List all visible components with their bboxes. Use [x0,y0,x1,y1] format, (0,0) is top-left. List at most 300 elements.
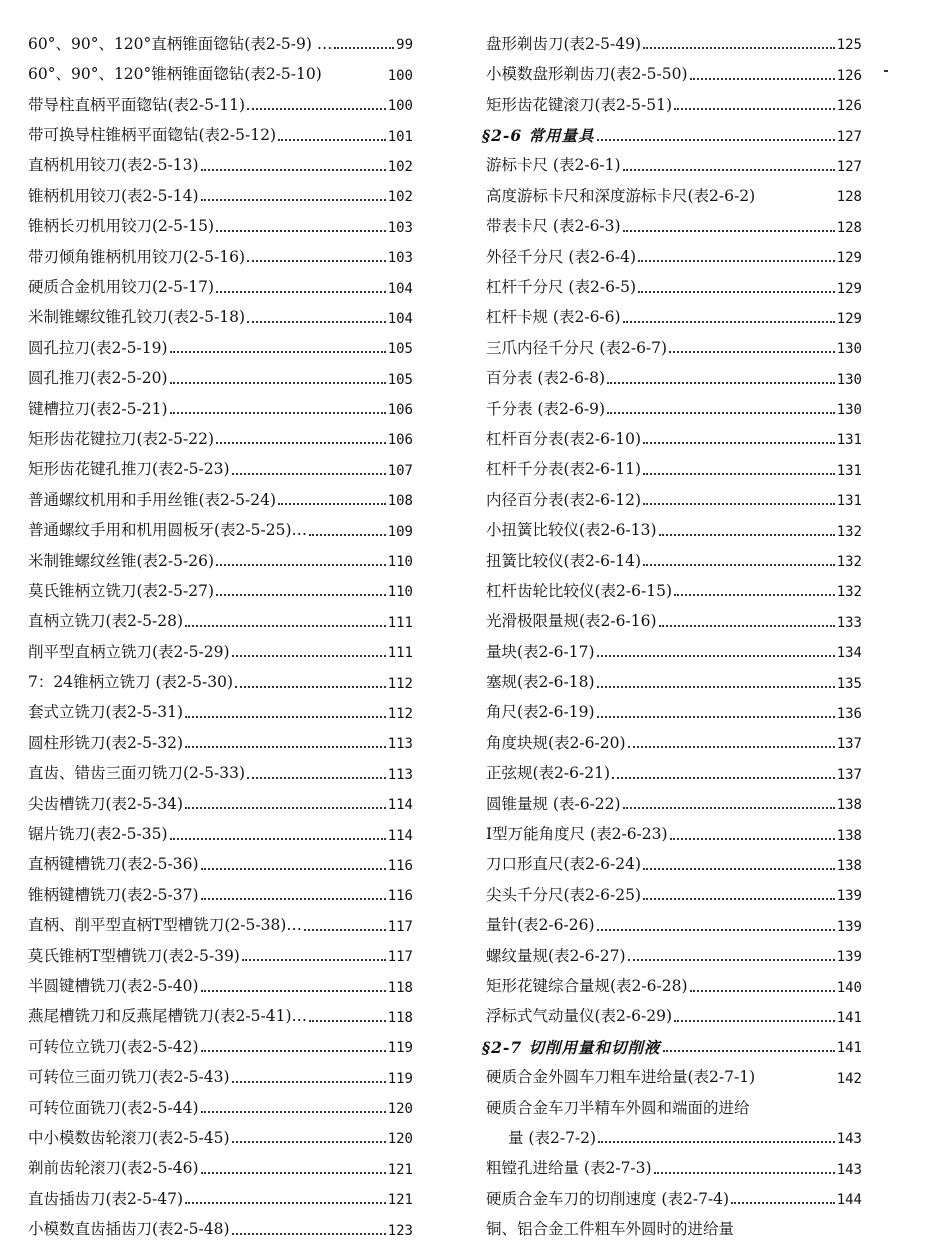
toc-entry-title: 小模数盘形剃齿刀(表2-5-50) [486,65,688,83]
toc-entry-title: 螺纹量规(表2-6-27) [486,946,626,965]
toc-entry-title: 键槽拉刀(表2-5-21) [28,399,168,418]
toc-dot-leader [731,1201,835,1204]
toc-dot-leader [623,229,835,232]
toc-entry [482,539,862,569]
toc-entry-title: 硬质合金机用铰刀(2-5-17) [28,278,215,296]
toc-entry-title: 内径百分表(表2-6-12) [486,490,642,509]
toc-dot-leader [201,897,386,900]
toc-page-number: 131 [836,493,862,509]
toc-dot-leader [185,715,386,718]
toc-entry-title: 矩形花键综合量规(表2-6-28) [486,977,688,995]
toc-entry [28,83,413,113]
toc-section-heading [482,113,862,143]
toc-entry-title: 直齿、错齿三面刃铣刀(2-5-33) [28,764,246,782]
toc-page-number: 120 [387,1131,413,1147]
toc-dot-leader [278,138,386,141]
toc-entry [28,52,413,82]
toc-page-number: 106 [387,432,413,448]
toc-entry-title: 米制锥螺纹锥孔铰刀(表2-5-18) [28,308,246,326]
toc-page-number: 130 [836,371,862,387]
toc-dot-leader [201,168,386,171]
toc-dot-leader [674,107,835,110]
toc-entry-title: 可转位面铣刀(表2-5-44) [28,1098,199,1117]
toc-entry [482,22,862,52]
toc-entry-title: 角度块规(表2-6-20) [486,733,626,752]
toc-dot-leader [216,229,386,232]
toc-dot-leader [170,350,386,353]
toc-dot-leader [201,198,386,201]
toc-dot-leader [659,624,835,627]
toc-page-number: 101 [387,128,413,144]
toc-entry [28,873,413,903]
toc-page-number: 131 [836,432,862,448]
toc-dot-leader [690,989,835,992]
toc-entry-title: 莫氏锥柄T型槽铣刀(表2-5-39) [28,946,240,965]
toc-entry [482,843,862,873]
toc-entry-title: 角尺(表2-6-19) [486,703,595,721]
toc-entry-title: 矩形齿花键滚刀(表2-5-51) [486,95,673,114]
toc-dot-leader [201,1110,386,1113]
toc-entry [28,630,413,660]
toc-entry-title: 正弦规(表2-6-21) [486,764,611,782]
toc-page-number: 103 [387,219,413,235]
toc-page-number: 131 [836,462,862,478]
toc-dot-leader [247,259,386,262]
toc-dot-leader [674,1019,835,1022]
toc-dot-leader [663,1049,835,1052]
toc-entry-title: 锥柄键槽铣刀(表2-5-37) [28,885,199,904]
toc-entry-title: 量块(表2-6-17) [486,642,595,661]
toc-page-number: 139 [836,949,862,965]
toc-page-number: 137 [836,766,862,782]
toc-entry-title: 小扭簧比较仪(表2-6-13) [486,521,657,539]
toc-page-number: 143 [836,1161,862,1177]
toc-entry-title: 普通螺纹机用和手用丝锥(表2-5-24) [28,490,277,509]
toc-page-number: 117 [387,918,413,934]
toc-page-number: 102 [387,158,413,174]
toc-entry-title: 杠杆卡规 (表2-6-6) [486,308,621,326]
toc-entry-title: 中小模数齿轮滚刀(表2-5-45) [28,1128,230,1147]
toc-page-number: 118 [387,979,413,995]
toc-entry [482,387,862,417]
toc-section-heading [482,1025,862,1055]
toc-entry-title: 可转位立铣刀(表2-5-42) [28,1037,199,1056]
toc-entry-title: 尖头千分尺(表2-6-25) [486,885,642,904]
toc-entry [482,144,862,174]
toc-dot-leader [309,533,386,536]
toc-entry [482,751,862,781]
toc-page-number: 114 [387,827,413,843]
toc-entry [482,204,862,234]
toc-dot-leader [597,138,835,141]
toc-entry [482,1207,862,1237]
toc-page-number: 119 [387,1040,413,1056]
toc-dot-leader [201,1171,386,1174]
toc-page-number: 126 [836,98,862,114]
toc-entry [28,22,413,52]
toc-dot-leader [638,259,835,262]
toc-page-number: 118 [387,1009,413,1025]
toc-entry [28,691,413,721]
toc-entry [28,812,413,842]
toc-entry [28,417,413,447]
toc-page-number: 120 [387,1101,413,1117]
toc-page-number: 138 [836,797,862,813]
toc-entry [482,1086,862,1116]
toc-page-number: 111 [387,645,413,661]
toc-page-number: 130 [836,402,862,418]
toc-entry [482,1177,862,1207]
toc-entry [28,204,413,234]
toc-entry [482,964,862,994]
toc-dot-leader [669,350,835,353]
toc-dot-leader [201,989,386,992]
toc-entry [482,174,862,204]
toc-dot-leader [643,441,835,444]
toc-dot-leader [628,958,835,961]
toc-page-number: 112 [387,675,413,691]
toc-page-number: 134 [836,645,862,661]
toc-page-number: 137 [836,736,862,752]
toc-dot-leader [623,168,835,171]
toc-entry-title: 直齿插齿刀(表2-5-47) [28,1189,184,1208]
toc-entry [28,113,413,143]
toc-entry-title: 带导柱直柄平面锪钻(表2-5-11) [28,95,246,114]
toc-entry [482,83,862,113]
toc-entry-title: 三爪内径千分尺 (表2-6-7) [486,338,668,357]
toc-entry [482,235,862,265]
toc-dot-leader [242,958,386,961]
toc-entry [28,265,413,295]
toc-entry [482,447,862,477]
toc-page-number: 112 [387,705,413,721]
toc-page-number: 104 [387,280,413,296]
toc-dot-leader [232,1140,386,1143]
toc-dot-leader [304,928,386,931]
toc-page-number: 107 [387,462,413,478]
toc-entry [28,356,413,386]
toc-dot-leader [247,776,386,779]
toc-page-number: 128 [836,219,862,235]
toc-entry-title: 硬质合金外圆车刀粗车进给量(表2-7-1) [486,1068,756,1086]
toc-entry [28,1086,413,1116]
toc-page-number: 111 [387,614,413,630]
toc-page-number: 113 [387,766,413,782]
toc-dot-leader [216,563,386,566]
toc-page-number: 138 [836,827,862,843]
toc-page-number: 100 [387,67,413,83]
toc-dot-leader [185,806,386,809]
toc-entry-title: 刀口形直尺(表2-6-24) [486,855,642,873]
toc-entry-title: §2-6 常用量具 [482,126,595,144]
toc-entry-title: 矩形齿花键孔推刀(表2-5-23) [28,460,230,478]
toc-right-column [482,22,862,1238]
toc-entry [28,903,413,933]
toc-entry-title: 直柄立铣刀(表2-5-28) [28,612,184,630]
toc-page-number: 123 [387,1222,413,1238]
toc-entry-title: 盘形剃齿刀(表2-5-49) [486,34,642,53]
toc-dot-leader [643,472,835,475]
toc-dot-leader [643,502,835,505]
toc-entry [28,1177,413,1207]
toc-page-number: 109 [387,523,413,539]
toc-page-number: 127 [836,128,862,144]
toc-page-number: 139 [836,888,862,904]
toc-entry-title: 粗镗孔进给量 (表2-7-3) [486,1159,652,1177]
toc-entry-title: 千分表 (表2-6-9) [486,399,606,418]
toc-dot-leader [612,776,835,779]
toc-entry [482,934,862,964]
toc-dot-leader [623,320,835,323]
toc-entry-title: 圆柱形铣刀(表2-5-32) [28,733,184,752]
toc-entry [28,569,413,599]
toc-page-number: 132 [836,554,862,570]
toc-dot-leader [278,502,386,505]
toc-page-number: 113 [387,736,413,752]
toc-page-number: 136 [836,705,862,721]
toc-dot-leader [659,533,835,536]
toc-page-number: 117 [387,949,413,965]
toc-entry-title: I型万能角度尺 (表2-6-23) [486,825,668,843]
toc-entry-title: 百分表 (表2-6-8) [486,369,606,387]
toc-entry-title: 铜、铝合金工件粗车外圆时的进给量 [486,1220,735,1238]
toc-left-column [28,22,413,1238]
toc-entry-title: 量针(表2-6-26) [486,916,595,934]
toc-dot-leader [643,563,835,566]
toc-entry-title: 剃前齿轮滚刀(表2-5-46) [28,1159,199,1177]
toc-page-number: 135 [836,675,862,691]
toc-dot-leader [232,472,386,475]
toc-entry-title: 外径千分尺 (表2-6-4) [486,247,637,266]
toc-entry [28,995,413,1025]
toc-entry-title: 锥柄机用铰刀(表2-5-14) [28,186,199,205]
toc-page-number: 143 [836,1131,862,1147]
toc-entry [28,447,413,477]
toc-dot-leader [170,411,386,414]
toc-entry [28,144,413,174]
toc-entry [482,478,862,508]
toc-dot-leader [170,837,386,840]
toc-page-number: 119 [387,1070,413,1086]
toc-entry-title: 套式立铣刀(表2-5-31) [28,703,184,721]
toc-entry [482,508,862,538]
toc-entry [28,660,413,690]
toc-entry [28,1207,413,1237]
toc-page-number: 140 [836,979,862,995]
toc-entry-title: 米制锥螺纹丝锥(表2-5-26) [28,551,215,570]
toc-entry-title: 杠杆千分尺 (表2-6-5) [486,278,637,296]
toc-entry-title: 60°、90°、120°锥柄锥面锪钻(表2-5-10) [28,65,322,83]
toc-entry [482,691,862,721]
toc-dot-leader [232,1080,386,1083]
toc-entry [28,782,413,812]
toc-entry [28,387,413,417]
toc-page-number: 110 [387,584,413,600]
toc-entry [482,417,862,447]
toc-page-number: 121 [387,1161,413,1177]
toc-dot-leader [597,654,835,657]
toc-page-number: 125 [836,37,862,53]
toc-dot-leader [185,1201,386,1204]
toc-dot-leader [309,1019,386,1022]
toc-page-number: 105 [387,341,413,357]
toc-entry [482,995,862,1025]
toc-dot-leader [597,685,835,688]
toc-entry [482,1146,862,1176]
toc-entry [28,539,413,569]
toc-page-number: 138 [836,857,862,873]
toc-entry [28,843,413,873]
toc-entry [482,265,862,295]
toc-entry-title: 高度游标卡尺和深度游标卡尺(表2-6-2) [486,186,756,205]
toc-entry-title: 杠杆千分表(表2-6-11) [486,460,642,478]
toc-entry [28,1055,413,1085]
toc-entry [482,52,862,82]
toc-entry [482,873,862,903]
toc-entry-title: 削平型直柄立铣刀(表2-5-29) [28,642,230,661]
toc-entry [482,782,862,812]
toc-entry-title: 可转位三面刃铣刀(表2-5-43) [28,1068,230,1086]
toc-page-number: 102 [387,189,413,205]
toc-page-number: 144 [836,1192,862,1208]
toc-entry [482,812,862,842]
toc-entry [28,1116,413,1146]
toc-entry [28,174,413,204]
toc-entry [28,751,413,781]
toc-page-number: 106 [387,402,413,418]
toc-entry [482,721,862,751]
toc-entry-title: 7：24锥柄立铣刀 (表2-5-30) [28,673,234,691]
toc-entry [28,508,413,538]
toc-page-number: 114 [387,797,413,813]
toc-dot-leader [623,806,835,809]
toc-page-number: 110 [387,554,413,570]
toc-entry-title: 带刃倾角锥柄机用铰刀(2-5-16) [28,247,246,266]
toc-page-number: 129 [836,310,862,326]
toc-entry-title: 塞规(表2-6-18) [486,673,595,691]
toc-page-number: 132 [836,523,862,539]
toc-entry [28,296,413,326]
toc-dot-leader [643,46,835,49]
toc-dot-leader [232,654,386,657]
toc-dot-leader [185,624,386,627]
toc-entry [482,1055,862,1085]
toc-page-number: 127 [836,158,862,174]
toc-dot-leader [232,1232,386,1235]
toc-entry [482,903,862,933]
toc-entry-title: 带表卡尺 (表2-6-3) [486,217,621,235]
toc-page-number: 139 [836,918,862,934]
toc-dot-leader [201,1049,386,1052]
toc-entry [28,478,413,508]
toc-page-number: 105 [387,371,413,387]
toc-entry-title: 硬质合金车刀的切削速度 (表2-7-4) [486,1189,730,1208]
toc-entry-title: 普通螺纹手用和机用圆板牙(表2-5-25)… [28,521,308,539]
toc-dot-leader [334,46,394,49]
toc-dot-leader [638,290,835,293]
toc-entry-title: 扭簧比较仪(表2-6-14) [486,551,642,570]
toc-entry-title: 小模数直齿插齿刀(表2-5-48) [28,1220,230,1238]
page-margin-mark [884,70,888,72]
toc-dot-leader [643,867,835,870]
toc-entry [482,630,862,660]
toc-entry-title: 游标卡尺 (表2-6-1) [486,156,621,174]
toc-dot-leader [216,290,386,293]
toc-entry [28,721,413,751]
toc-page-number: 116 [387,857,413,873]
toc-page-number: 142 [836,1070,862,1086]
toc-page-number: 126 [836,67,862,83]
toc-dot-leader [607,411,835,414]
toc-entry-title: 莫氏锥柄立铣刀(表2-5-27) [28,581,215,600]
toc-page-number: 108 [387,493,413,509]
toc-dot-leader [654,1171,835,1174]
toc-entry-title: 圆锥量规 (表-6-22) [486,794,621,813]
toc-entry-title: 尖齿槽铣刀(表2-5-34) [28,794,184,813]
toc-dot-leader [216,593,386,596]
toc-dot-leader [235,685,386,688]
toc-entry-title: 圆孔推刀(表2-5-20) [28,369,168,387]
toc-entry [28,235,413,265]
toc-entry-title: 杠杆齿轮比较仪(表2-6-15) [486,581,673,600]
toc-page-number: 103 [387,250,413,266]
toc-page-number: 121 [387,1192,413,1208]
toc-entry [28,1025,413,1055]
toc-page-number: 130 [836,341,862,357]
toc-entry [482,599,862,629]
toc-dot-leader [201,867,386,870]
toc-entry-title: 燕尾槽铣刀和反燕尾槽铣刀(表2-5-41)… [28,1007,308,1025]
toc-entry-title: 圆孔拉刀(表2-5-19) [28,338,168,357]
toc-page-number: 99 [396,37,413,53]
toc-page-number: 129 [836,280,862,296]
toc-dot-leader [247,107,386,110]
toc-entry [482,296,862,326]
toc-entry [482,569,862,599]
toc-entry [28,964,413,994]
toc-page-number: 141 [836,1040,862,1056]
toc-entry [28,326,413,356]
toc-dot-leader [598,1140,835,1143]
toc-entry-title: 光滑极限量规(表2-6-16) [486,612,657,630]
toc-entry-title: 锯片铣刀(表2-5-35) [28,825,168,843]
toc-page-number: 129 [836,250,862,266]
toc-dot-leader [185,745,386,748]
toc-page-number: 128 [836,189,862,205]
toc-entry-title: 量 (表2-7-2) [508,1128,597,1147]
toc-entry-title: 浮标式气动量仪(表2-6-29) [486,1007,673,1025]
toc-entry-title: 带可换导柱锥柄平面锪钻(表2-5-12) [28,126,277,144]
toc-page-number: 100 [387,98,413,114]
toc-dot-leader [597,928,835,931]
toc-entry-title: §2-7 切削用量和切削液 [482,1037,661,1056]
toc-entry-title: 60°、90°、120°直柄锥面锪钻(表2-5-9) … [28,34,333,53]
toc-entry [482,356,862,386]
toc-dot-leader [643,897,835,900]
toc-entry [28,599,413,629]
toc-page-number: 104 [387,310,413,326]
toc-entry-title: 杠杆百分表(表2-6-10) [486,429,642,448]
toc-page-number: 141 [836,1009,862,1025]
toc-dot-leader [607,381,835,384]
toc-dot-leader [170,381,386,384]
toc-entry [28,1146,413,1176]
toc-page-number: 133 [836,614,862,630]
toc-entry-title: 矩形齿花键拉刀(表2-5-22) [28,429,215,448]
toc-entry-title: 直柄、削平型直柄T型槽铣刀(2-5-38)… [28,916,302,934]
toc-dot-leader [216,441,386,444]
toc-entry [482,326,862,356]
